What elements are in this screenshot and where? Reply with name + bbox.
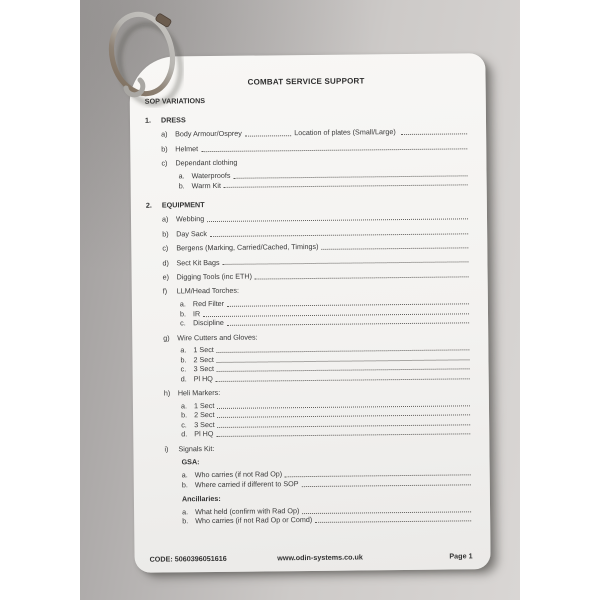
sop-card [129,53,490,573]
sub-item-label: b. [180,355,187,365]
binder-ring [100,4,184,108]
sub-item [181,426,471,438]
sub-item-text: Pl HQ [194,429,214,439]
dotted-leader [216,378,470,382]
sub-item-label: b. [178,180,185,190]
item-text: Webbing [175,214,205,224]
item-text: Digging Tools (inc ETH) [176,271,253,282]
item-text: Body Armour/Osprey [175,129,242,139]
dotted-leader [245,135,291,136]
dotted-leader [302,484,471,487]
item-text: Signals Kit: [178,443,215,453]
dotted-leader [227,322,469,326]
dotted-leader [210,233,468,237]
sub-item-text: Discipline [193,317,224,328]
sub-item-text: 2 Sect [193,354,214,365]
dotted-leader [207,219,468,223]
sub-item [182,477,472,489]
section-header [145,112,468,125]
sub-item-text: Red Filter [192,299,225,309]
sub-item-label: b. [179,308,187,319]
sub-item-text: Who carries (if not Rad Op or Comd) [195,514,313,526]
sub-item-text: IR [192,308,201,318]
list-item [161,156,468,169]
section-number: 1. [144,115,152,125]
sub-group-heading-text: GSA: [181,457,200,467]
list-item [162,212,469,225]
sub-item-label: b. [181,480,188,490]
sub-item-label: c. [180,318,186,328]
list-item [163,284,470,297]
section-heading: DRESS [160,115,186,125]
sub-item-text: Waterproofs [191,170,231,181]
sub-group-heading [182,491,472,503]
footer-url: www.odin-systems.co.uk [277,552,363,563]
item-label: g) [163,332,170,343]
dotted-leader [401,134,467,136]
item-mid-text: Location of plates (Small/Large) [294,127,396,138]
sub-item [181,371,471,383]
sub-item-label: a. [181,470,188,480]
sub-item-label: a. [178,171,185,181]
item-text: Dependant clothing [175,157,238,168]
sub-item-text: 1 Sect [193,400,215,411]
item-label: e) [162,272,170,282]
list-item [164,385,471,398]
card-title: COMBAT SERVICE SUPPORT [247,76,365,87]
list [145,112,472,526]
sub-item-label: a. [180,401,188,411]
dotted-leader [255,276,469,279]
photo-background [80,0,520,600]
sub-group-heading-text: Ancillaries: [181,493,221,504]
dotted-leader [201,148,467,152]
card-footer [150,551,473,563]
sub-item-text: 2 Sect [194,410,215,420]
dotted-leader [315,520,471,523]
item-text: Heli Markers: [177,387,221,398]
dotted-leader [224,185,468,189]
sub-item-label: c. [180,364,187,374]
footer-page-number: Page 1 [449,551,473,561]
sub-item-text: What held (confirm with Rad Op) [195,505,300,516]
sub-item-text: Warm Kit [191,180,221,190]
item-label: i) [164,444,169,454]
sub-item [182,513,472,525]
sub-item-text: Who carries (if not Rad Op) [194,469,283,480]
sub-item [180,315,470,327]
item-label: b) [162,229,169,239]
list-item [161,127,468,140]
card-subtitle: SOP VARIATIONS [144,96,206,106]
item-label: f) [162,286,168,296]
sub-item-label: a. [180,345,187,355]
list-item [164,441,471,454]
item-text: Day Sack [176,228,207,239]
item-label: a) [161,214,169,224]
sub-item-text: 1 Sect [193,345,214,355]
section-heading: EQUIPMENT [161,200,205,210]
footer-code: CODE: 5060396051616 [149,553,227,564]
section-number: 2. [145,200,152,210]
list-item [161,141,468,154]
dotted-leader [223,262,469,266]
sub-item-text: 3 Sect [194,419,215,429]
item-label: d) [162,258,169,268]
sub-item-text: 3 Sect [193,364,215,374]
sub-item-label: c. [181,420,187,430]
item-text: LLM/Head Torches: [176,286,240,296]
sub-item-label: a. [179,299,186,309]
item-label: a) [161,129,168,139]
sub-item-label: a. [182,506,189,516]
item-text: Sect Kit Bags [176,257,220,267]
sub-group-heading [182,455,472,467]
item-text: Wire Cutters and Gloves: [177,332,258,342]
list-item [163,330,470,343]
sub-item-label: d. [180,373,187,383]
dotted-leader [216,433,470,437]
list-item [162,240,469,253]
item-label: b) [161,144,168,154]
list-item [162,226,469,239]
dotted-leader [322,247,469,250]
sub-item-text: Pl HQ [193,373,213,383]
item-label: h) [163,388,171,398]
section-header [146,197,469,210]
sub-item-label: b. [182,516,189,526]
list-item [163,269,470,282]
list-item [162,255,469,268]
item-text: Bergens (Marking, Carried/Cached, Timings) [176,242,319,253]
sub-item-label: b. [181,410,188,420]
item-label: c) [161,158,168,168]
sub-item-text: Where carried if different to SOP [194,478,299,489]
item-text: Helmet [175,143,199,154]
sub-item-label: d. [181,429,188,439]
item-label: c) [162,243,169,253]
